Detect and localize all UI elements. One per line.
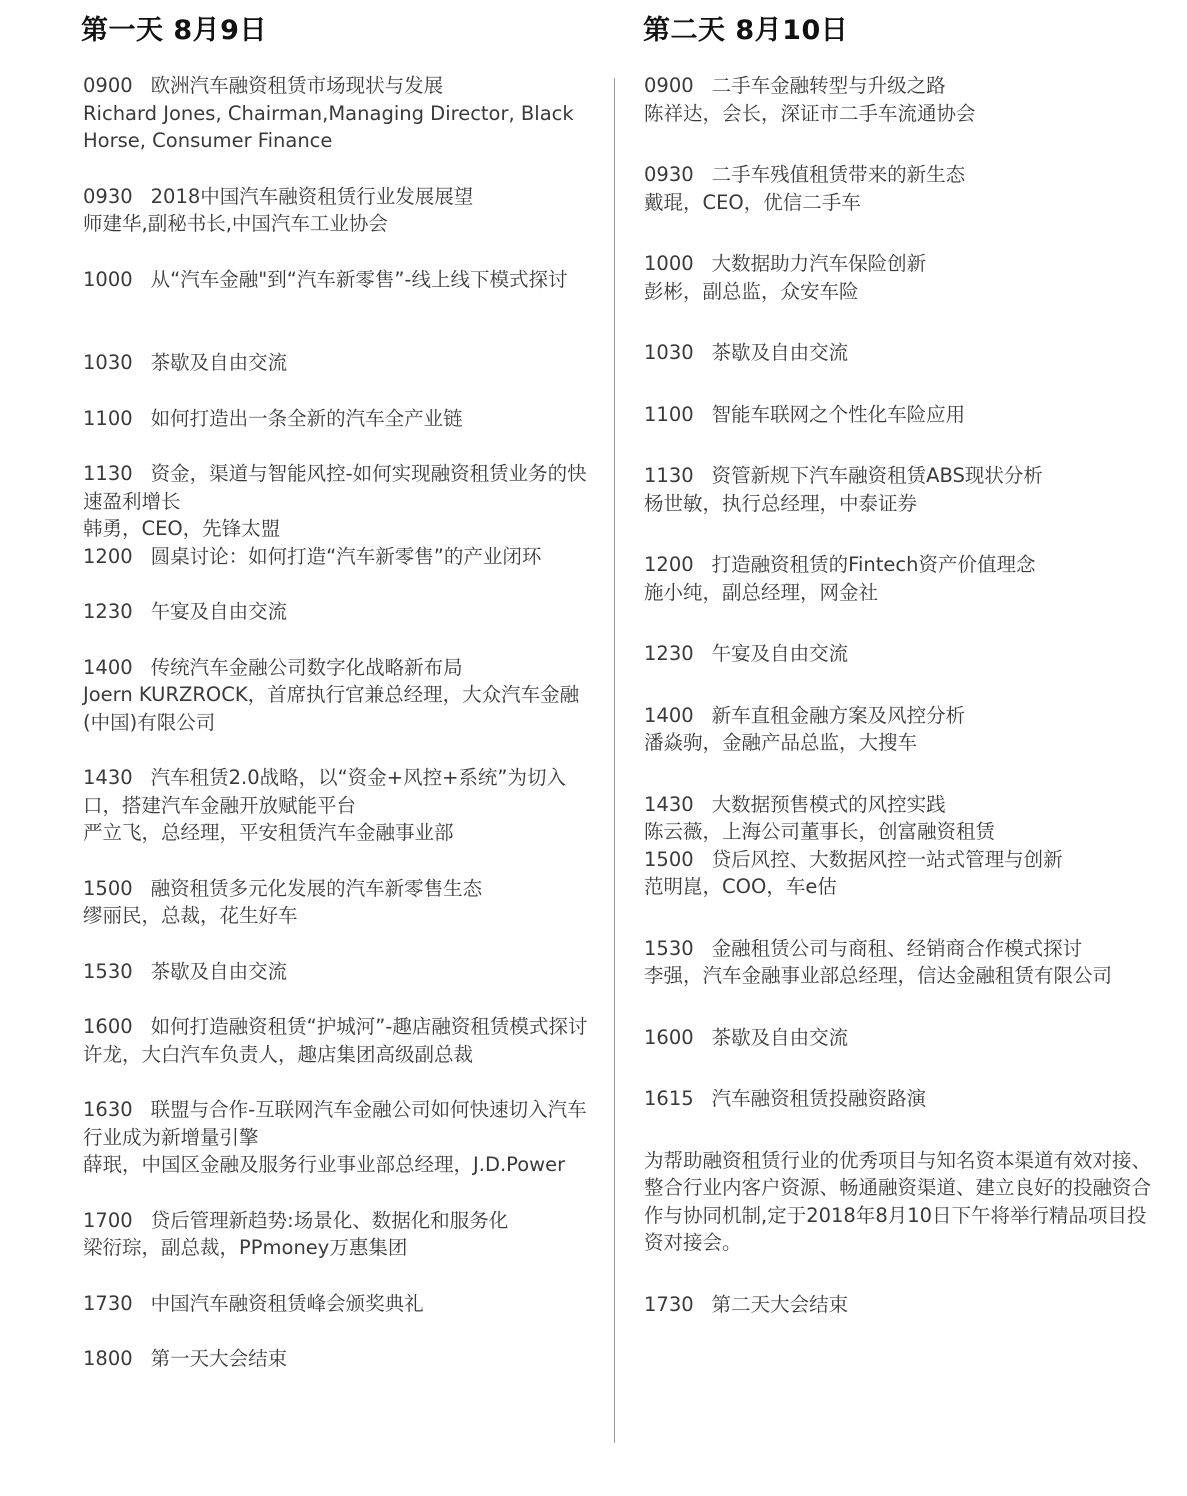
- session-speaker: 施小纯，副总经理，网金社: [644, 580, 879, 604]
- session-time: 1630: [83, 1098, 133, 1121]
- session-item: [83, 1290, 603, 1318]
- session-time: 0930: [83, 184, 133, 208]
- session-time: 1200: [644, 553, 694, 576]
- session-time: 0900: [644, 74, 694, 97]
- session-title: 欧洲汽车融资租赁市场现状与发展: [150, 74, 444, 97]
- session-time: 1430: [83, 766, 133, 789]
- session-speaker: 梁衍琮，副总裁，PPmoney万惠集团: [83, 1236, 408, 1259]
- session-time: 1500: [644, 847, 694, 871]
- session-time: 1200: [83, 544, 133, 568]
- session-item: [644, 640, 1156, 668]
- session-time: 1230: [83, 600, 133, 623]
- session-speaker: 薛珉，中国区金融及服务行业事业部总经理，J.D.Power: [83, 1153, 566, 1176]
- session-time: 1500: [83, 876, 133, 900]
- session-item: [83, 405, 603, 433]
- session-time: 1030: [644, 341, 694, 364]
- day2-title: 第二天 8月10日: [643, 15, 849, 46]
- session-title: 贷后风控、大数据风控一站式管理与创新: [711, 847, 1063, 871]
- session-time: 0930: [644, 163, 694, 186]
- session-speaker: 李强，汽车金融事业部总经理，信达金融租赁有限公司: [644, 964, 1113, 987]
- session-item: [83, 875, 603, 930]
- session-title: 第二天大会结束: [711, 1292, 849, 1316]
- session-time: 1000: [644, 252, 694, 275]
- session-time: 1600: [644, 1025, 694, 1049]
- session-title: 茶歇及自由交流: [711, 341, 849, 364]
- matchmaking-note: 为帮助融资租赁行业的优秀项目与知名资本渠道有效对接、整合行业内客户资源、畅通融资渠道、建立良好的投融资合作与协同机制,定于2018年8月10日下午将举行精品项目投资对接会。: [644, 1148, 1152, 1254]
- session-item: [83, 460, 603, 543]
- session-title: 打造融资租赁的Fintech资产价值理念: [711, 553, 1036, 576]
- session-item: [644, 462, 1156, 517]
- session-time: 1030: [83, 351, 133, 374]
- session-time: 1400: [644, 703, 694, 727]
- session-item: [644, 1024, 1156, 1052]
- session-title: 汽车租赁2.0战略，以“资金+风控+系统”为切入口，搭建汽车金融开放赋能平台: [83, 766, 567, 817]
- session-item: [83, 1345, 603, 1373]
- session-title: 大数据助力汽车保险创新: [711, 252, 927, 275]
- session-time: 1615: [644, 1087, 694, 1110]
- session-title: 资管新规下汽车融资租赁ABS现状分析: [711, 464, 1043, 487]
- session-speaker: 戴琨，CEO，优信二手车: [644, 190, 861, 214]
- session-title: 午宴及自由交流: [711, 642, 849, 665]
- session-item: [83, 349, 603, 377]
- session-speaker: Joern KURZROCK，首席执行官兼总经理，大众汽车金融(中国)有限公司: [83, 683, 580, 734]
- session-time: 1000: [83, 267, 133, 291]
- session-time: 1800: [83, 1347, 133, 1370]
- session-item: [644, 401, 1156, 429]
- session-title: 2018中国汽车融资租赁行业发展展望: [150, 184, 474, 208]
- session-time: 0900: [83, 74, 133, 97]
- session-item: [644, 161, 1156, 216]
- session-speaker: 韩勇，CEO，先锋太盟: [83, 517, 281, 540]
- session-speaker: 缪丽民，总裁，花生好车: [83, 904, 298, 927]
- session-time: 1700: [83, 1208, 133, 1232]
- session-speaker: 严立飞，总经理，平安租赁汽车金融事业部: [83, 821, 454, 844]
- session-time: 1100: [644, 402, 694, 426]
- session-speaker: 陈云薇，上海公司董事长，创富融资租赁: [644, 820, 996, 843]
- session-time: 1130: [644, 464, 694, 487]
- session-item: [644, 846, 1156, 901]
- session-title: 如何打造融资租赁“护城河”-趣店融资租赁模式探讨: [150, 1015, 588, 1038]
- session-title: 中国汽车融资租赁峰会颁奖典礼: [150, 1291, 424, 1315]
- session-item: [83, 543, 603, 571]
- session-speaker: 范明崑，COO，车e估: [644, 875, 837, 898]
- session-item: [83, 958, 603, 986]
- session-time: 1400: [83, 655, 133, 679]
- session-title: 智能车联网之个性化车险应用: [711, 402, 966, 426]
- session-time: 1430: [644, 792, 694, 816]
- session-item: [644, 72, 1156, 127]
- session-item: [644, 1085, 1156, 1113]
- session-title: 圆桌讨论：如何打造“汽车新零售”的产业闭环: [150, 544, 542, 568]
- session-item: [644, 339, 1156, 367]
- session-time: 1730: [644, 1292, 694, 1316]
- session-title: 第一天大会结束: [150, 1347, 288, 1370]
- session-title: 汽车融资租赁投融资路演: [711, 1087, 927, 1110]
- session-speaker: Richard Jones, Chairman,Managing Director, Black Horse, Consumer Finance: [83, 101, 574, 152]
- session-title: 资金，渠道与智能风控-如何实现融资租赁业务的快速盈利增长: [83, 462, 587, 513]
- session-title: 茶歇及自由交流: [150, 351, 288, 374]
- session-item: [83, 764, 603, 847]
- session-title: 金融租赁公司与商租、经销商合作模式探讨: [711, 936, 1083, 960]
- session-time: 1730: [83, 1291, 133, 1315]
- day2-schedule: [644, 72, 1156, 1318]
- session-item: [83, 72, 603, 155]
- session-item: [644, 1291, 1156, 1319]
- session-item: [644, 551, 1156, 606]
- day1-schedule: [83, 72, 603, 1373]
- session-time: 1230: [644, 642, 694, 665]
- session-speaker: 许龙，大白汽车负责人，趣店集团高级副总裁: [83, 1042, 474, 1066]
- session-item: [83, 1013, 603, 1068]
- session-title: 新车直租金融方案及风控分析: [711, 703, 966, 727]
- session-item: [83, 654, 603, 737]
- session-item: [83, 266, 603, 294]
- session-speaker: 师建华,副秘书长,中国汽车工业协会: [83, 212, 388, 235]
- session-time: 1100: [83, 406, 133, 430]
- session-speaker: 潘焱驹，金融产品总监，大搜车: [644, 731, 918, 754]
- session-title: 茶歇及自由交流: [150, 959, 288, 983]
- session-item: [644, 702, 1156, 757]
- session-item: [83, 183, 603, 238]
- session-title: 贷后管理新趋势:场景化、数据化和服务化: [150, 1208, 509, 1232]
- session-speaker: 彭彬，副总监，众安车险: [644, 279, 859, 303]
- session-speaker: 杨世敏，执行总经理，中泰证券: [644, 491, 918, 515]
- session-title: 融资租赁多元化发展的汽车新零售生态: [150, 876, 483, 900]
- session-title: 大数据预售模式的风控实践: [711, 792, 946, 816]
- day1-title: 第一天 8月9日: [81, 15, 267, 46]
- session-time: 1530: [83, 959, 133, 983]
- session-time: 1600: [83, 1015, 133, 1038]
- session-title: 二手车残值租赁带来的新生态: [711, 163, 966, 186]
- session-item: [644, 791, 1156, 846]
- session-item: [83, 598, 603, 626]
- session-item: [644, 935, 1156, 990]
- session-title: 从“汽车金融"到“汽车新零售”-线上线下模式探讨: [150, 267, 568, 291]
- session-item: [644, 250, 1156, 305]
- session-time: 1130: [83, 462, 133, 485]
- session-title: 午宴及自由交流: [150, 600, 288, 623]
- session-title: 茶歇及自由交流: [711, 1025, 849, 1049]
- session-speaker: 陈祥达，会长，深证市二手车流通协会: [644, 101, 976, 125]
- session-title: 如何打造出一条全新的汽车全产业链: [150, 406, 463, 430]
- session-title: 传统汽车金融公司数字化战略新布局: [150, 655, 463, 679]
- session-title: 联盟与合作-互联网汽车金融公司如何快速切入汽车行业成为新增量引擎: [83, 1098, 587, 1149]
- session-time: 1530: [644, 936, 694, 960]
- session-item: [83, 1096, 603, 1179]
- session-item: [83, 1207, 603, 1262]
- session-title: 二手车金融转型与升级之路: [711, 74, 946, 97]
- column-divider: [614, 78, 615, 1443]
